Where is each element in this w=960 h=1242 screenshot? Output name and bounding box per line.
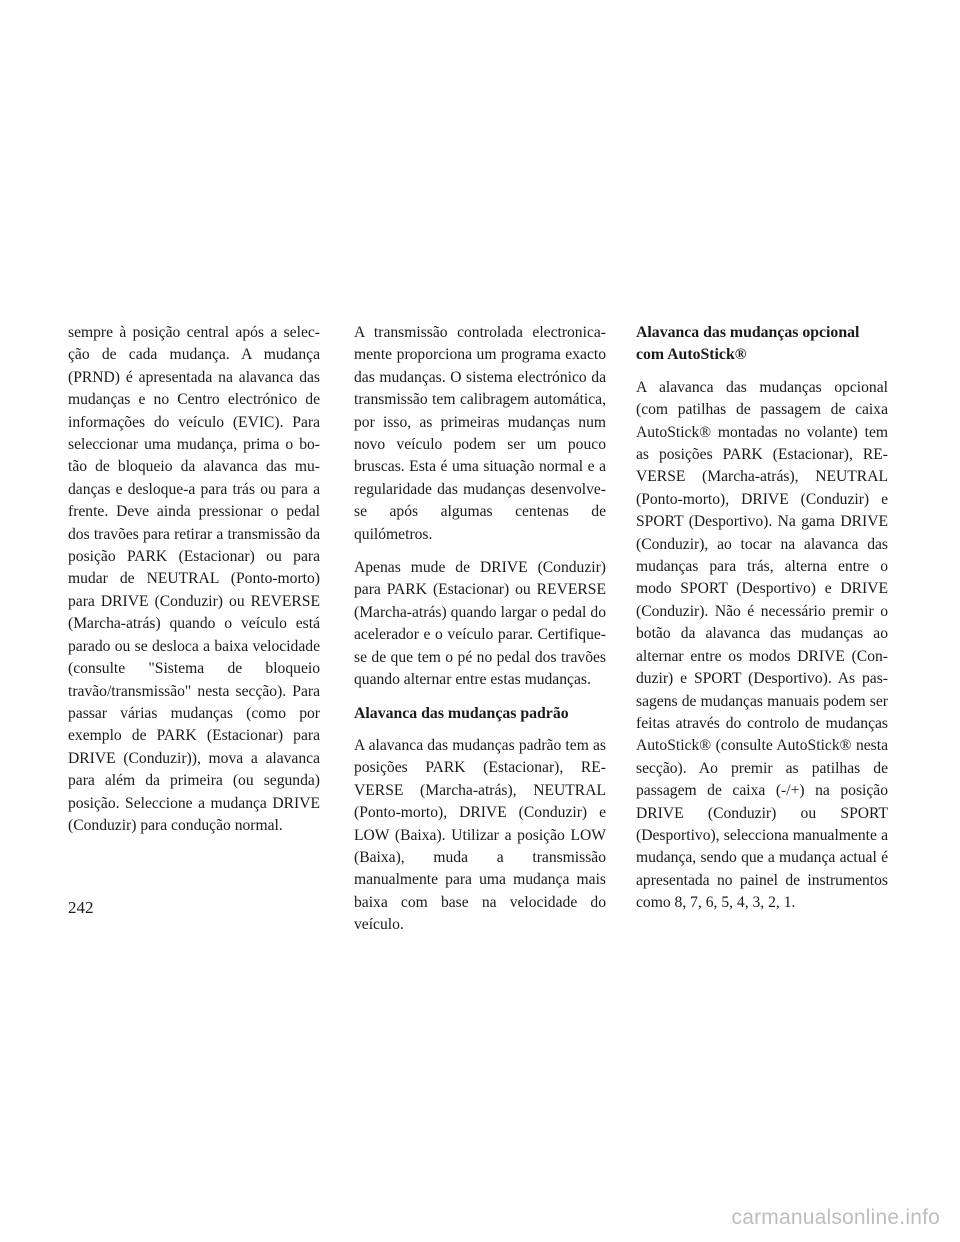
body-paragraph: sempre à posição central após a selecção de cada mudança. A mudança (PRND) é apresentada na alavanca das mudanças e no Centro electrónico de informações do veículo (EVIC). Para seleccionar uma mudança, prima o botão de bloqueio da alavanca das mudanças e desloque-a para trás ou para a frente. Deve ainda pressionar o pedal dos travões para retirar a transmissão da posição PARK (Estacionar) ou para mudar de NEUTRAL (Ponto-morto) para DRIVE (Conduzir) ou REVERSE (Marcha-atrás) quando o veículo está parado ou se desloca a baixa velocidade (consulte "Sistema de bloqueio travão/transmissão" nesta secção). Para passar várias mudanças (como por exemplo de PARK (Estacionar) para DRIVE (Conduzir)), mova a alavanca para além da primeira (ou segunda) posição. Seleccione a mudança DRIVE (Conduzir) para condução normal. xyxy=(68,324,320,834)
section-heading: Alavanca das mudanças padrão xyxy=(354,704,569,722)
page-number: 242 xyxy=(68,898,94,917)
text-column-2 xyxy=(354,322,606,948)
section-heading: Alavanca das mudanças opcional com AutoStick® xyxy=(636,324,860,364)
body-paragraph: Apenas mude de DRIVE (Conduzir) para PARK (Estacionar) ou REVERSE (Marcha-atrás) quando largar o pedal do acelerador e o veículo parar. Certifique-se de que tem o pé no pedal dos travões quando alternar entre estas mudanças. xyxy=(354,559,606,689)
body-paragraph: A transmissão controlada electronicamente proporciona um programa exacto das mudanças. O sistema electrónico da transmissão tem calibragem automática, por isso, as primeiras mudanças num novo veículo podem ser um pouco bruscas. Esta é uma situação normal e a regularidade das mudanças desenvolve-se após algumas centenas de quilómetros. xyxy=(354,324,606,543)
text-column-3 xyxy=(636,322,888,926)
watermark: carmanualsonline.info xyxy=(731,1206,940,1229)
text-column-1 xyxy=(68,322,320,848)
body-paragraph: A alavanca das mudanças opcional (com patilhas de passagem de caixa AutoStick® montadas no volante) tem as posições PARK (Estacionar), REVERSE (Marcha-atrás), NEUTRAL (Ponto-morto), DRIVE (Conduzir) e SPORT (Desportivo). Na gama DRIVE (Conduzir), ao tocar na alavanca das mudanças para trás, alterna entre o modo SPORT (Desportivo) e DRIVE (Conduzir). Não é necessário premir o botão da alavanca das mudanças ao alternar entre os modos DRIVE (Conduzir) e SPORT (Desportivo). As passagens de mudanças manuais podem ser feitas através do controlo de mudanças AutoStick® (consulte AutoStick® nesta secção). Ao premir as patilhas de passagem de caixa (-/+) na posição DRIVE (Conduzir) ou SPORT (Desportivo), selecciona manualmente a mudança, sendo que a mudança actual é apresentada no painel de instrumentos como 8, 7, 6, 5, 4, 3, 2, 1. xyxy=(636,378,888,912)
body-paragraph: A alavanca das mudanças padrão tem as posições PARK (Estacionar), REVERSE (Marcha-atrás), NEUTRAL (Ponto-morto), DRIVE (Conduzir) e LOW (Baixa). Utilizar a posição LOW (Baixa), muda a transmissão manualmente para uma mudança mais baixa com base na velocidade do veículo. xyxy=(354,736,606,934)
